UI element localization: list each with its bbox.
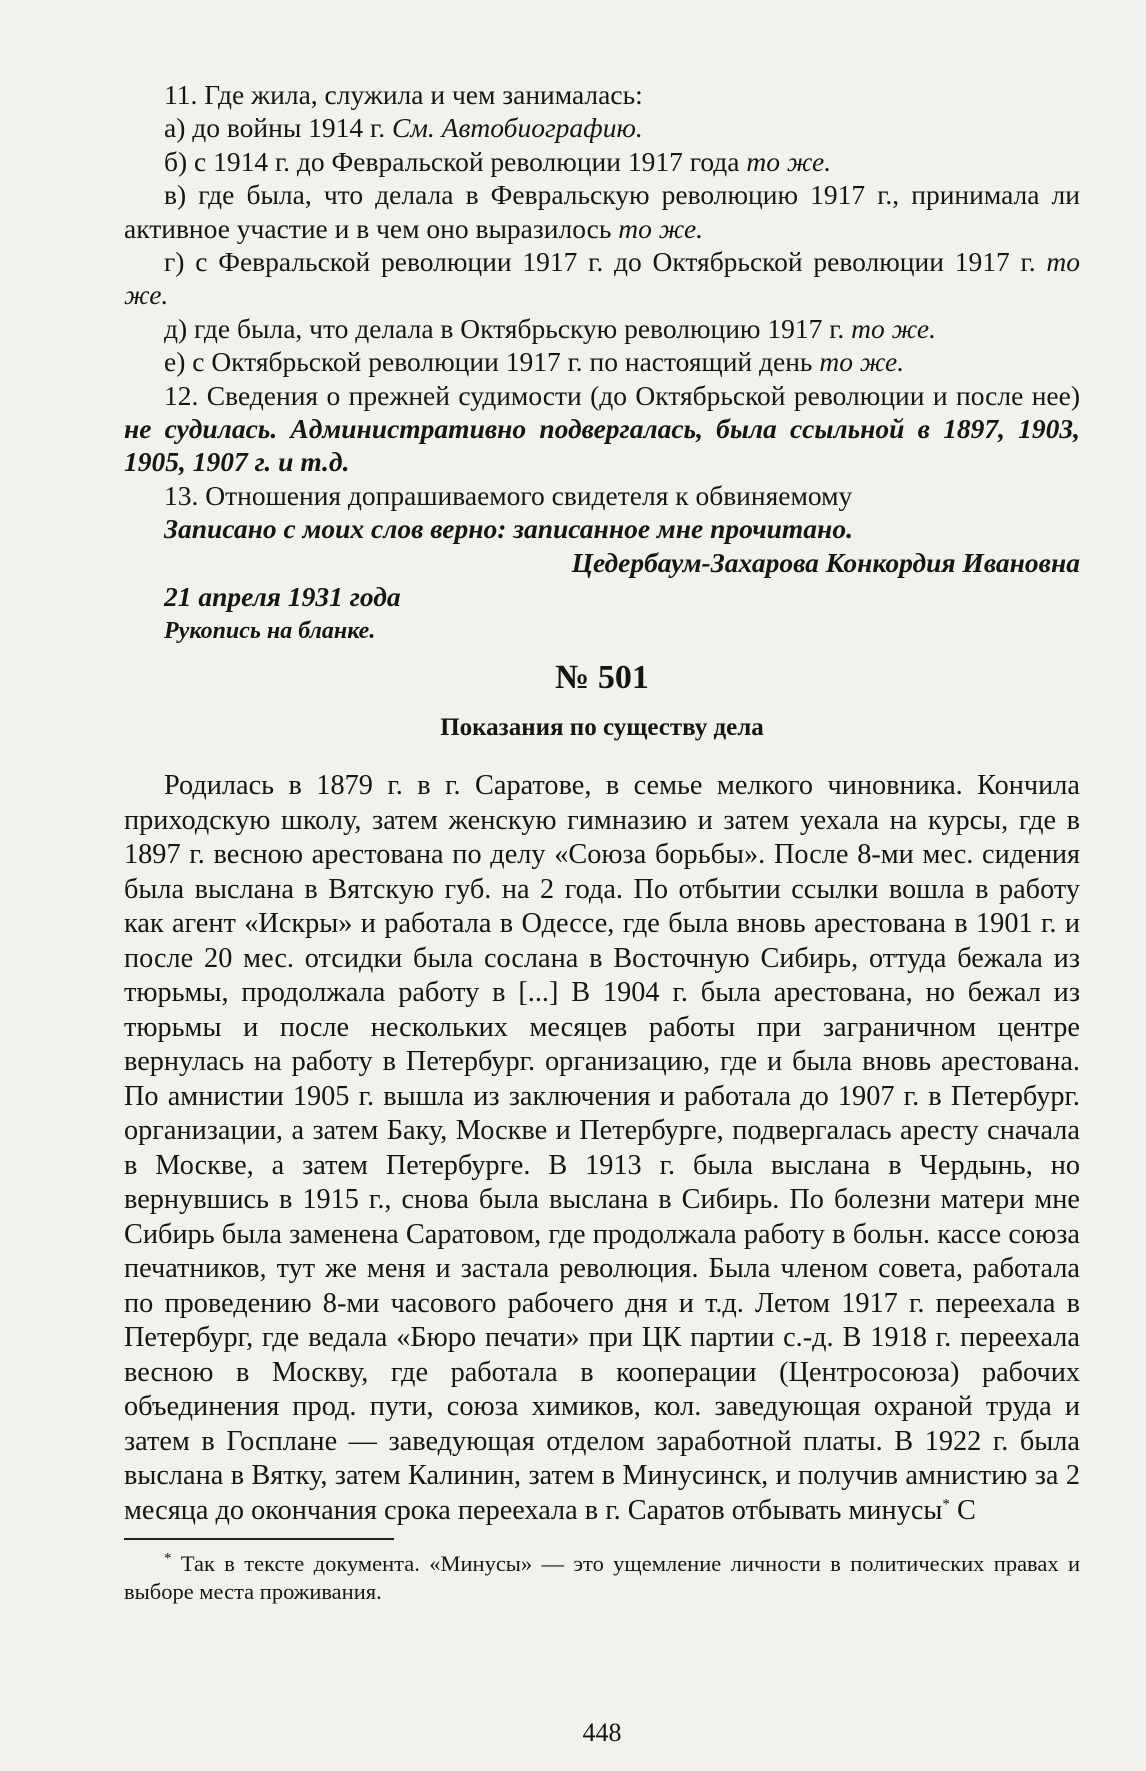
signature: Цедербаум-Захарова Конкордия Ивановна bbox=[571, 546, 1080, 578]
question-13: 13. Отношения допрашиваемого свидетеля к обвиняемому bbox=[164, 479, 853, 511]
question-11e-text: е) с Октябрьской революции 1917 г. по настоящий день bbox=[164, 346, 820, 378]
question-11a-text: а) до войны 1914 г. bbox=[164, 112, 392, 144]
question-11b bbox=[124, 145, 1080, 178]
question-11a bbox=[124, 111, 1080, 144]
questionnaire-section bbox=[124, 78, 1080, 579]
document-number: № 501 bbox=[555, 659, 649, 697]
question-11g-answer: то же. bbox=[124, 246, 1080, 311]
recorded-statement: Записано с моих слов верно: записанное мне прочитано. bbox=[164, 513, 853, 545]
question-11v-answer: то же. bbox=[618, 212, 704, 244]
question-12-answer: не судилась. Административно подвергалась, была ссыльной в 1897, 1903, 1905, 1907 г. и т.д. bbox=[124, 413, 1080, 478]
question-11a-answer: См. Автобиографию. bbox=[392, 112, 643, 144]
question-11d bbox=[124, 312, 1080, 345]
footnote-marker: * bbox=[942, 1496, 950, 1513]
document-heading: Показания по существу дела bbox=[440, 714, 764, 742]
date-line: 21 апреля 1931 года bbox=[164, 581, 401, 613]
question-12 bbox=[124, 379, 1080, 479]
question-11d-answer: то же. bbox=[851, 312, 936, 344]
question-11: 11. Где жила, служила и чем занималась: bbox=[164, 79, 643, 110]
footnote bbox=[124, 1550, 1080, 1606]
question-11b-answer: то же. bbox=[746, 145, 832, 177]
question-11g-text: г) с Февральской революции 1917 г. до Октябрьской революции 1917 г. bbox=[164, 246, 1047, 278]
question-11b-text: б) с 1914 г. до Февральской революции 1917 года bbox=[164, 145, 747, 177]
question-11v-text: в) где была, что делала в Февральскую революцию 1917 г., принимала ли активное участие и в чем оно выразилось bbox=[124, 179, 1080, 244]
testimony-text: Родилась в 1879 г. в г. Саратове, в семье мелкого чиновника. Кончила приходскую школу, затем женскую гимназию и затем уехала на курсы, где в 1897 г. весною арестована по делу «Союза борьбы». После 8-ми мес. сидения была выслана в Вятскую губ. на 2 года. По отбытии ссылки вошла в работу как агент «Искры» и работала в Одессе, где была вновь арестована в 1901 г. и после 20 мес. отсидки была сослана в Восточную Сибирь, оттуда бежала из тюрьмы, продолжала работу в [...] В 1904 г. была арестована, но бежал из тюрьмы и после нескольких месяцев работы при заграничном центре вернулась на работу в Петербург. организацию, где и была вновь арестована. По амнистии 1905 г. вышла из заключения и работала до 1907 г. в Петербург. организации, а затем Баку, Москве и Петербурге, подвергалась аресту сначала в Москве, а затем Петербурге. В 1913 г. была выслана в Чердынь, но вернувшись в 1915 г., снова была выслана в Сибирь. По болезни матери мне Сибирь была заменена Саратовом, где продолжала работу в больн. кассе союза печатников, тут же меня и застала революция. Была членом совета, работала по проведению 8-ми часового рабочего дня и т.д. Летом 1917 г. переехала в Петербург, где ведала «Бюро печати» при ЦК партии с.-д. В 1918 г. переехала весною в Москву, где работала в кооперации (Центросоюза) рабочих объединения прод. пути, союза химиков, кол. заведующая охраной труда и затем в Госплане — заведующая отделом заработной платы. В 1922 г. была выслана в Вятку, затем Калинин, затем в Минусинск, и получив амнистию за 2 месяца до окончания срока переехала в г. Саратов отбывать минусы bbox=[124, 770, 1080, 1526]
footnote-text: Так в тексте документа. «Минусы» — это ущемление личности в политических правах и выборе места проживания. bbox=[124, 1551, 1081, 1605]
question-11v bbox=[124, 178, 1080, 245]
testimony-tail: С bbox=[949, 1494, 976, 1526]
page-number: 448 bbox=[582, 1718, 622, 1747]
testimony-body bbox=[124, 769, 1080, 1528]
question-11g bbox=[124, 245, 1080, 312]
question-11e bbox=[124, 345, 1080, 378]
question-12-text: 12. Сведения о прежней судимости (до Октябрьской революции и после нее) bbox=[164, 379, 1080, 411]
question-11e-answer: то же. bbox=[819, 346, 905, 378]
document-page bbox=[124, 78, 1081, 1747]
source-note: Рукопись на бланке. bbox=[164, 618, 376, 645]
footnote-ref-marker: * bbox=[164, 1550, 172, 1567]
footnote-divider bbox=[124, 1538, 394, 1540]
question-11d-text: д) где была, что делала в Октябрьскую революцию 1917 г. bbox=[164, 312, 852, 344]
